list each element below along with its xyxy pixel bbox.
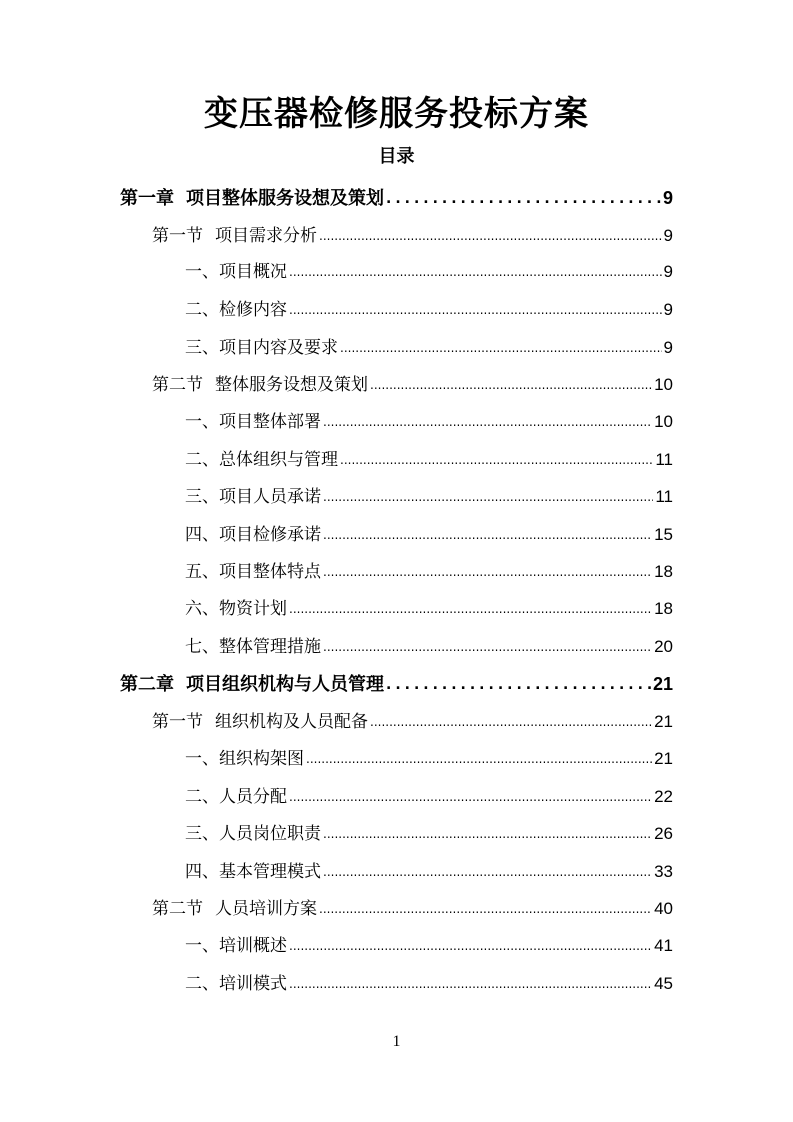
toc-page-number: 21 xyxy=(652,674,673,694)
page-number: 1 xyxy=(392,1033,401,1050)
toc-leader-dots xyxy=(323,520,652,550)
toc-page-number: 9 xyxy=(663,338,673,357)
toc-item-entry[interactable] xyxy=(185,744,673,774)
toc-item-entry[interactable] xyxy=(185,257,673,287)
toc-leader-dots xyxy=(289,931,652,961)
toc-item-number: 二、 xyxy=(185,450,219,470)
toc-page-number: 40 xyxy=(654,899,673,918)
toc-item-entry[interactable] xyxy=(185,782,673,812)
toc-item-number: 七、 xyxy=(185,637,219,657)
toc-page-number: 18 xyxy=(654,599,673,618)
toc-heading: 目录 xyxy=(378,146,415,167)
toc-item-number: 二、 xyxy=(185,974,219,994)
toc-section-number: 第二节 xyxy=(152,375,203,395)
toc-chapter-number: 第二章 xyxy=(120,674,174,695)
toc-page-number: 18 xyxy=(654,562,673,581)
toc-leader-dots xyxy=(370,370,652,400)
toc-leader-dots xyxy=(289,257,662,287)
toc-item-number: 四、 xyxy=(185,862,219,882)
toc-item-title: 基本管理模式 xyxy=(219,862,321,882)
toc-section-number: 第一节 xyxy=(152,226,203,246)
toc-item-title: 人员岗位职责 xyxy=(219,824,321,844)
toc-leader-dots xyxy=(323,819,652,849)
toc-leader-dots xyxy=(340,445,653,475)
toc-item-number: 六、 xyxy=(185,599,219,619)
toc-section-number: 第一节 xyxy=(152,712,203,732)
toc-leader-dots xyxy=(323,557,652,587)
toc-page-number: 9 xyxy=(663,300,673,319)
toc-page-number: 22 xyxy=(654,787,673,806)
toc-item-entry[interactable] xyxy=(185,407,673,437)
toc-item-entry[interactable] xyxy=(185,295,673,325)
toc-section-entry[interactable] xyxy=(152,707,673,737)
toc-page-number: 41 xyxy=(654,936,673,955)
toc-item-title: 物资计划 xyxy=(219,599,287,619)
toc-section-number: 第二节 xyxy=(152,899,203,919)
toc-item-number: 一、 xyxy=(185,749,219,769)
toc-leader-dots xyxy=(370,707,652,737)
toc-page-number: 10 xyxy=(654,375,673,394)
toc-page-number: 11 xyxy=(655,487,673,506)
toc-item-number: 三、 xyxy=(185,487,219,507)
toc-page-number: 15 xyxy=(654,525,673,544)
toc-item-entry[interactable] xyxy=(185,482,673,512)
toc-item-number: 一、 xyxy=(185,262,219,282)
toc-item-number: 四、 xyxy=(185,525,219,545)
toc-leader-dots xyxy=(289,295,662,325)
toc-item-title: 项目内容及要求 xyxy=(219,338,338,358)
toc-leader-dots xyxy=(289,782,652,812)
toc-item-title: 组织构架图 xyxy=(219,749,304,769)
toc-item-number: 二、 xyxy=(185,787,219,807)
toc-page-number: 20 xyxy=(654,637,673,656)
toc-item-entry[interactable] xyxy=(185,931,673,961)
toc-section-entry[interactable] xyxy=(152,221,673,251)
toc-item-number: 三、 xyxy=(185,824,219,844)
toc-leader-dots xyxy=(319,221,662,251)
toc-chapter-title: 项目组织机构与人员管理 xyxy=(186,674,384,695)
toc-item-title: 项目检修承诺 xyxy=(219,525,321,545)
toc-item-title: 总体组织与管理 xyxy=(219,450,338,470)
toc-item-title: 培训模式 xyxy=(219,974,287,994)
toc-leader-dots xyxy=(386,670,651,700)
toc-chapter-entry[interactable] xyxy=(120,183,673,213)
toc-page-number: 33 xyxy=(654,862,673,881)
toc-item-title: 项目概况 xyxy=(219,262,287,282)
toc-page-number: 9 xyxy=(663,226,673,245)
toc-page-number: 21 xyxy=(654,749,673,768)
toc-page-number: 45 xyxy=(654,974,673,993)
toc-item-entry[interactable] xyxy=(185,333,673,363)
toc-item-entry[interactable] xyxy=(185,594,673,624)
toc-chapter-title: 项目整体服务设想及策划 xyxy=(186,188,384,209)
toc-item-number: 一、 xyxy=(185,412,219,432)
toc-item-entry[interactable] xyxy=(185,819,673,849)
toc-leader-dots xyxy=(306,744,652,774)
toc-section-title: 项目需求分析 xyxy=(215,226,317,246)
toc-item-entry[interactable] xyxy=(185,857,673,887)
toc-section-title: 整体服务设想及策划 xyxy=(215,375,368,395)
toc-item-entry[interactable] xyxy=(185,632,673,662)
toc-item-entry[interactable] xyxy=(185,445,673,475)
toc-chapter-number: 第一章 xyxy=(120,188,174,209)
toc-leader-dots xyxy=(323,482,653,512)
toc-leader-dots xyxy=(340,333,662,363)
toc-page-number: 9 xyxy=(663,262,673,281)
toc-item-entry[interactable] xyxy=(185,557,673,587)
toc-item-number: 一、 xyxy=(185,936,219,956)
toc-section-entry[interactable] xyxy=(152,370,673,400)
toc-item-title: 人员分配 xyxy=(219,787,287,807)
toc-page-number: 10 xyxy=(654,412,673,431)
toc-section-title: 组织机构及人员配备 xyxy=(215,712,368,732)
toc-item-entry[interactable] xyxy=(185,969,673,999)
toc-section-entry[interactable] xyxy=(152,894,673,924)
toc-page-number: 26 xyxy=(654,824,673,843)
toc-leader-dots xyxy=(289,969,652,999)
toc-item-title: 项目人员承诺 xyxy=(219,487,321,507)
toc-page-number: 21 xyxy=(654,712,673,731)
toc-page-number: 9 xyxy=(662,188,673,208)
toc-item-title: 项目整体特点 xyxy=(219,562,321,582)
toc-item-number: 三、 xyxy=(185,338,219,358)
document-title: 变压器检修服务投标方案 xyxy=(204,94,589,134)
toc-leader-dots xyxy=(386,184,661,214)
toc-leader-dots xyxy=(323,632,652,662)
toc-item-number: 二、 xyxy=(185,300,219,320)
toc-leader-dots xyxy=(323,407,652,437)
toc-section-title: 人员培训方案 xyxy=(215,899,317,919)
toc-chapter-entry[interactable] xyxy=(120,669,673,699)
toc-item-title: 项目整体部署 xyxy=(219,412,321,432)
toc-item-title: 整体管理措施 xyxy=(219,637,321,657)
toc-leader-dots xyxy=(323,857,652,887)
toc-page-number: 11 xyxy=(655,450,673,469)
toc-item-entry[interactable] xyxy=(185,520,673,550)
toc-leader-dots xyxy=(289,594,652,624)
toc-item-title: 检修内容 xyxy=(219,300,287,320)
toc-item-number: 五、 xyxy=(185,562,219,582)
toc-leader-dots xyxy=(319,894,652,924)
toc-item-title: 培训概述 xyxy=(219,936,287,956)
